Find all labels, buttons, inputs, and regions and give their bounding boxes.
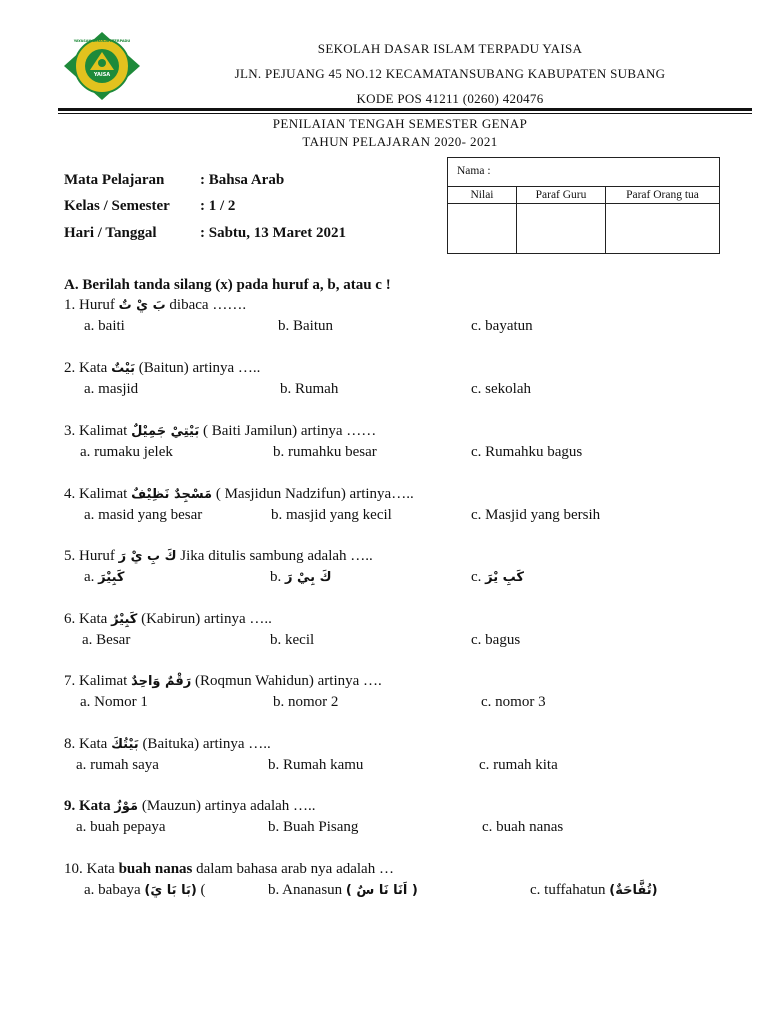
question-8: 8. Kata بَيْتُكَ (Baituka) artinya …..	[64, 736, 271, 752]
info-class-label: Kelas / Semester	[64, 198, 170, 214]
question-10: 10. Kata buah nanas dalam bahasa arab nya adalah …	[64, 861, 394, 877]
q9-option-a[interactable]: a. buah pepaya	[76, 819, 166, 835]
question-4: 4. Kalimat مَسْجِدٌ نَظِيْفٌ ( Masjidun Nadzifun) artinya…..	[64, 486, 414, 502]
q4-option-a[interactable]: a. masid yang besar	[84, 507, 203, 523]
q1-option-c[interactable]: c. bayatun	[471, 318, 533, 334]
q7-option-a[interactable]: a. Nomor 1	[80, 694, 148, 710]
logo-center-text: YAISA	[93, 72, 111, 78]
grade-col-nilai: Nilai	[448, 187, 517, 204]
grade-box	[447, 157, 720, 254]
q7-option-b[interactable]: b. nomor 2	[273, 694, 339, 710]
q8-option-a[interactable]: a. rumah saya	[76, 757, 159, 773]
q1-option-a[interactable]: a. baiti	[84, 318, 125, 334]
name-label: Nama :	[457, 165, 491, 177]
q5-option-c[interactable]: c. كَبِ يْرَ	[471, 569, 524, 585]
q3-option-c[interactable]: c. Rumahku bagus	[471, 444, 583, 460]
q5-option-b[interactable]: b. كَ بِيْ رَ	[270, 569, 332, 585]
q4-option-c[interactable]: c. Masjid yang bersih	[471, 507, 601, 523]
school-logo	[58, 30, 146, 102]
school-postal: KODE POS 41211 (0260) 420476	[356, 91, 544, 106]
q9-option-c[interactable]: c. buah nanas	[482, 819, 564, 835]
q10-option-a[interactable]: a. babaya (بَا بَا يَ) (	[84, 882, 206, 898]
instructions: A. Berilah tanda silang (x) pada huruf a, b, atau c !	[64, 277, 391, 293]
info-class-value: : 1 / 2	[200, 198, 236, 214]
grade-col-guru: Paraf Guru	[517, 187, 606, 204]
header-rule-thin	[58, 113, 752, 114]
info-date-label: Hari / Tanggal	[64, 225, 157, 241]
exam-year: TAHUN PELAJARAN 2020- 2021	[302, 134, 498, 149]
q6-option-b[interactable]: b. kecil	[270, 632, 315, 648]
question-1: 1. Huruf بَ يْ تٌ dibaca …….	[64, 297, 247, 313]
question-2: 2. Kata بَيْتٌ (Baitun) artinya …..	[64, 360, 261, 376]
q2-option-b[interactable]: b. Rumah	[280, 381, 339, 397]
q2-option-a[interactable]: a. masjid	[84, 381, 139, 397]
school-name: SEKOLAH DASAR ISLAM TERPADU YAISA	[317, 41, 583, 56]
q9-option-b[interactable]: b. Buah Pisang	[268, 819, 359, 835]
school-address: JLN. PEJUANG 45 NO.12 KECAMATANSUBANG KABUPATEN SUBANG	[234, 66, 666, 81]
q8-option-c[interactable]: c. rumah kita	[479, 757, 558, 773]
info-subject-label: Mata Pelajaran	[64, 172, 165, 188]
q10-option-c[interactable]: c. tuffahatun (تُفَّاحَةٌ)	[530, 882, 658, 898]
exam-title: PENILAIAN TENGAH SEMESTER GENAP	[272, 116, 528, 131]
question-5: 5. Huruf كَ بِ يْ رَ Jika ditulis sambung adalah …..	[64, 548, 373, 564]
q7-option-c[interactable]: c. nomor 3	[481, 694, 546, 710]
q8-option-b[interactable]: b. Rumah kamu	[268, 757, 364, 773]
logo-ring-text: YAYASAN SEKOLAH TERPADU	[73, 39, 131, 43]
name-field[interactable]	[448, 158, 720, 187]
q3-option-a[interactable]: a. rumaku jelek	[80, 444, 173, 460]
grade-cell-guru[interactable]	[517, 204, 606, 254]
q3-option-b[interactable]: b. rumahku besar	[273, 444, 377, 460]
grade-cell-ortu[interactable]	[606, 204, 720, 254]
q4-option-b[interactable]: b. masjid yang kecil	[271, 507, 392, 523]
header-rule-thick	[58, 108, 752, 111]
q10-option-b[interactable]: b. Ananasun ( اَنَا نَا سٌ )	[268, 882, 418, 898]
grade-col-ortu: Paraf Orang tua	[606, 187, 720, 204]
q1-option-b[interactable]: b. Baitun	[278, 318, 333, 334]
info-date-value: : Sabtu, 13 Maret 2021	[200, 225, 346, 241]
question-3: 3. Kalimat بَيْتِيْ جَمِيْلٌ ( Baiti Jamilun) artinya ……	[64, 423, 377, 439]
info-subject-value: : Bahsa Arab	[200, 172, 285, 188]
question-7: 7. Kalimat رَقْمٌ وَاحِدٌ (Roqmun Wahidun) artinya ….	[64, 673, 382, 689]
q5-option-a[interactable]: a. كَبِيْرَ	[84, 569, 125, 585]
q6-option-c[interactable]: c. bagus	[471, 632, 521, 648]
question-9: 9. Kata مَوْزٌ (Mauzun) artinya adalah …..	[64, 798, 316, 814]
q6-option-a[interactable]: a. Besar	[82, 632, 131, 648]
question-6: 6. Kata كَبِيْرٌ (Kabirun) artinya …..	[64, 611, 272, 627]
grade-cell-nilai[interactable]	[448, 204, 517, 254]
q2-option-c[interactable]: c. sekolah	[471, 381, 531, 397]
